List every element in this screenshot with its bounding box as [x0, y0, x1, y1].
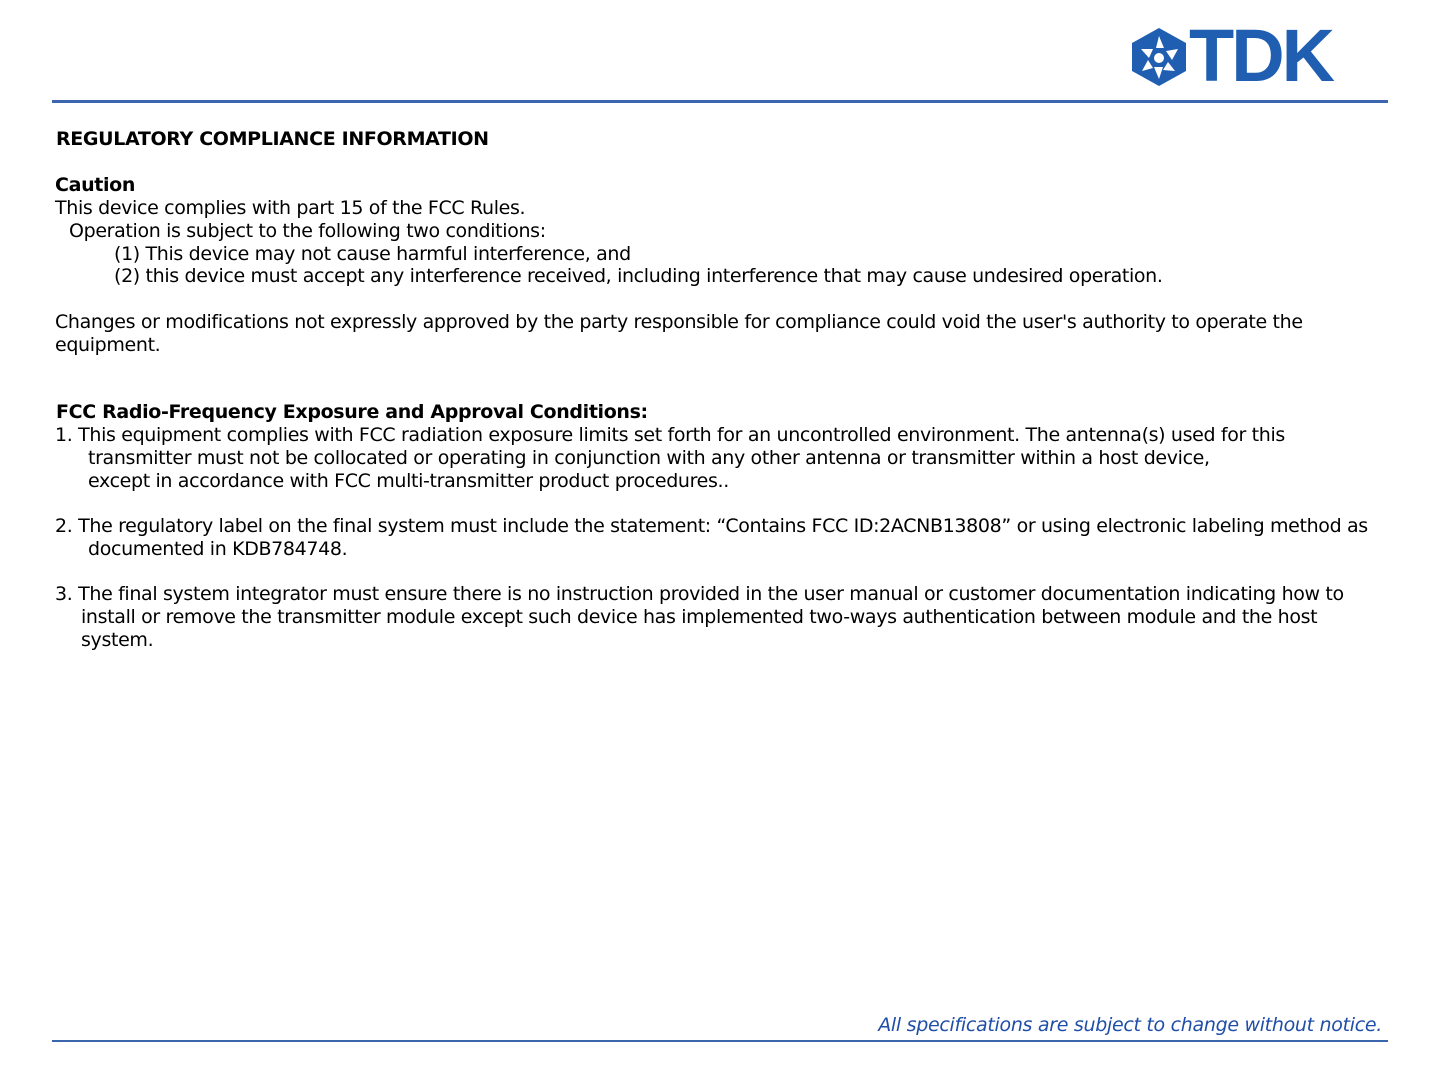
- changes-paragraph: equipment.: [55, 334, 161, 356]
- tdk-logo-text: TDK: [1189, 14, 1333, 97]
- tdk-star-logo-icon: [1128, 26, 1190, 88]
- fcc-item-3: 3. The final system integrator must ensure there is no instruction provided in the user manual or customer documentation indicating how to: [55, 583, 1344, 605]
- footer-divider: [52, 1040, 1388, 1042]
- caution-line: Operation is subject to the following two conditions:: [69, 220, 546, 242]
- fcc-item-3: install or remove the transmitter module except such device has implemented two-ways authentication between module and the host: [81, 606, 1318, 628]
- footer-disclaimer: All specifications are subject to change without notice.: [878, 1014, 1382, 1036]
- fcc-section-title: FCC Radio-Frequency Exposure and Approval Conditions:: [56, 401, 648, 423]
- fcc-item-1: except in accordance with FCC multi-transmitter product procedures..: [88, 470, 729, 492]
- fcc-item-2: documented in KDB784748.: [88, 538, 348, 560]
- caution-condition: (2) this device must accept any interference received, including interference that may cause undesired operation.: [114, 265, 1163, 287]
- caution-line: This device complies with part 15 of the FCC Rules.: [55, 197, 526, 219]
- fcc-item-1: transmitter must not be collocated or operating in conjunction with any other antenna or transmitter within a host device,: [88, 447, 1210, 469]
- fcc-item-1: 1. This equipment complies with FCC radiation exposure limits set forth for an uncontrolled environment. The antenna(s) used for this: [55, 424, 1285, 446]
- header-divider: [52, 100, 1388, 103]
- document-heading: REGULATORY COMPLIANCE INFORMATION: [56, 128, 489, 150]
- caution-title: Caution: [55, 174, 136, 196]
- fcc-item-3: system.: [81, 629, 154, 651]
- caution-condition: (1) This device may not cause harmful interference, and: [114, 243, 631, 265]
- tdk-logo: [1128, 14, 1390, 97]
- changes-paragraph: Changes or modifications not expressly approved by the party responsible for compliance could void the user's authority to operate the: [55, 311, 1303, 333]
- fcc-item-2: 2. The regulatory label on the final system must include the statement: “Contains FCC ID:2ACNB13808” or using electronic labeling method as: [55, 515, 1368, 537]
